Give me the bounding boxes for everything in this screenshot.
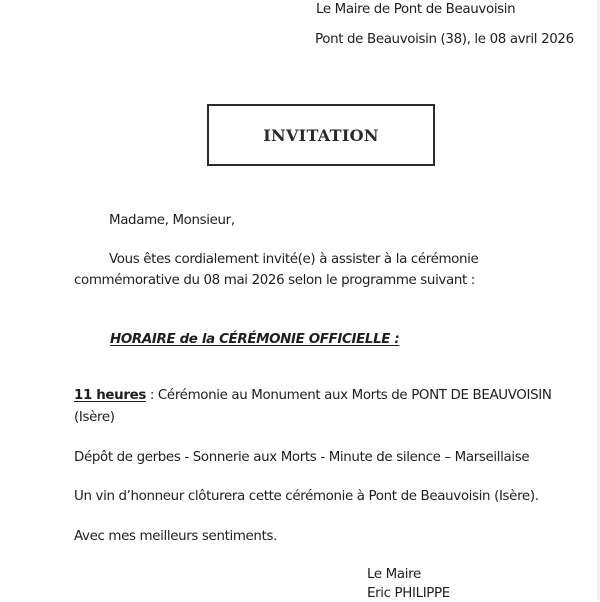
intro-line-1: Vous êtes cordialement invité(e) à assister à la cérémonie [109, 252, 479, 267]
sender-line: Le Maire de Pont de Beauvoisin [316, 2, 516, 17]
program-event-line-2: (Isère) [74, 410, 115, 425]
section-heading: HORAIRE de la CÉRÉMONIE OFFICIELLE : [110, 332, 400, 347]
closing-line: Avec mes meilleurs sentiments. [74, 529, 278, 544]
signature-name: Eric PHILIPPE [367, 586, 450, 601]
program-event-text: : Cérémonie au Monument aux Morts de PONT DE BEAUVOISIN [145, 388, 552, 403]
greeting: Madame, Monsieur, [109, 213, 235, 228]
signature-role: Le Maire [367, 567, 421, 582]
intro-line-2: commémorative du 08 mai 2026 selon le programme suivant : [74, 273, 475, 288]
invitation-title-box [207, 104, 435, 166]
program-activities: Dépôt de gerbes - Sonnerie aux Morts - Minute de silence – Marseillaise [74, 450, 530, 465]
program-time: 11 heures [74, 388, 146, 403]
program-event-line [74, 388, 552, 404]
place-date-line: Pont de Beauvoisin (38), le 08 avril 2026 [315, 32, 574, 47]
program-reception: Un vin d’honneur clôturera cette cérémonie à Pont de Beauvoisin (Isère). [74, 489, 539, 504]
invitation-title: INVITATION [263, 125, 379, 145]
